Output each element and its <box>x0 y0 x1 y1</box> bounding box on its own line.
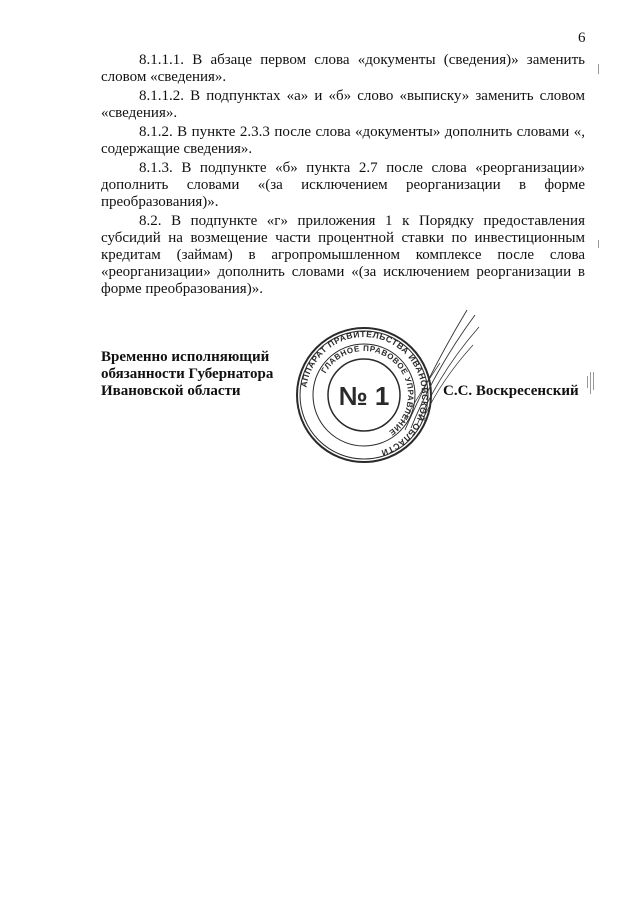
paragraph-8-1-1-1: 8.1.1.1. В абзаце первом слова «документы (сведения)» заменить словом «сведения». <box>101 52 585 85</box>
signer-title <box>101 349 301 400</box>
scan-mark <box>598 240 599 248</box>
signer-title-line: Ивановской области <box>101 383 241 399</box>
document-body <box>101 52 585 300</box>
paragraph-8-2: 8.2. В подпункте «г» приложения 1 к Порядку предоставления субсидий на возмещение части процентной ставки по инвестиционным кредитам (займам) в агропромышленном комплексе после слова «реорганизации» дополнить словами «(за исключением реорганизации в форме преобразования)». <box>101 213 585 297</box>
scan-mark <box>587 376 588 388</box>
seal-outer-text: АППАРАТ ПРАВИТЕЛЬСТВА ИВАНОВСКОЙ ОБЛАСТИ <box>298 328 431 459</box>
paragraph-8-1-1-2: 8.1.1.2. В подпунктах «а» и «б» слово «выписку» заменить словом «сведения». <box>101 88 585 121</box>
signer-title-line: обязанности Губернатора <box>101 366 274 382</box>
signer-name: С.С. Воскресенский <box>443 383 579 399</box>
seal-inner-text: ГЛАВНОЕ ПРАВОВОЕ УПРАВЛЕНИЕ <box>319 343 416 438</box>
paragraph-8-1-3: 8.1.3. В подпункте «б» пункта 2.7 после слова «реорганизации» дополнить словами «(за исключением реорганизации в форме преобразования)». <box>101 160 585 210</box>
page-number: 6 <box>578 30 586 46</box>
scan-mark <box>590 372 591 394</box>
seal-center-text: № 1 <box>338 381 390 411</box>
handwritten-signature <box>395 305 485 435</box>
paragraph-8-1-2: 8.1.2. В пункте 2.3.3 после слова «документы» дополнить словами «, содержащие сведения». <box>101 124 585 157</box>
scan-mark <box>593 372 594 390</box>
signer-title-line: Временно исполняющий <box>101 349 270 365</box>
scan-mark <box>598 64 599 74</box>
